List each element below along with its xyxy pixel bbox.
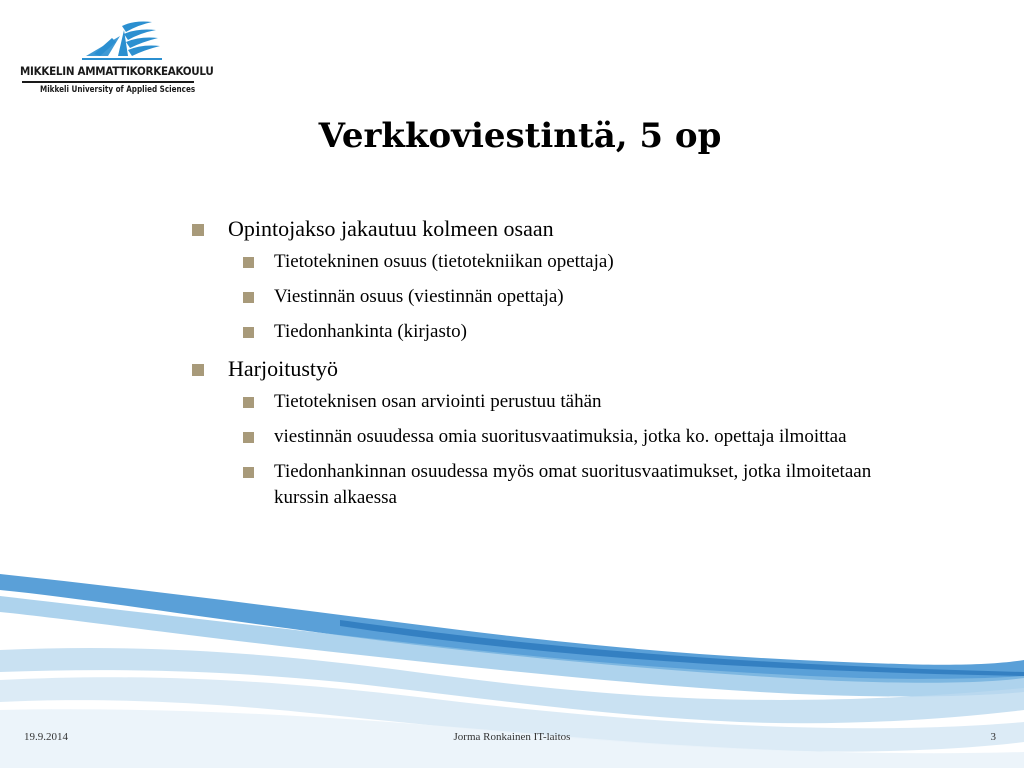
logo-divider — [22, 81, 194, 83]
bullet-text: Tietoteknisen osan arviointi perustuu tähän — [274, 391, 602, 412]
bullet-level2 — [188, 459, 908, 511]
square-bullet-icon — [192, 224, 204, 236]
bullet-text: Tiedonhankinnan osuudessa myös omat suoritusvaatimukset, jotka ilmoitetaan kurssin alkaessa — [274, 461, 872, 508]
bullet-text: Opintojakso jakautuu kolmeen osaan — [228, 216, 554, 241]
bullet-text: Viestinnän osuus (viestinnän opettaja) — [274, 286, 564, 307]
footer-page-number: 3 — [990, 731, 996, 743]
footer-date: 19.9.2014 — [24, 731, 68, 743]
bullet-level2 — [188, 424, 908, 450]
square-bullet-icon — [243, 327, 254, 338]
bullet-level2 — [188, 249, 908, 275]
bullet-text: viestinnän osuudessa omia suoritusvaatimuksia, jotka ko. opettaja ilmoittaa — [274, 426, 847, 447]
square-bullet-icon — [243, 257, 254, 268]
square-bullet-icon — [192, 364, 204, 376]
footer-author: Jorma Ronkainen IT-laitos — [453, 731, 571, 743]
bullet-text: Harjoitustyö — [228, 356, 338, 381]
slide-body — [188, 214, 908, 520]
institution-logo — [20, 16, 214, 98]
logo-subtitle: Mikkeli University of Applied Sciences — [40, 85, 196, 95]
bullet-level1 — [188, 214, 908, 244]
bullet-level2 — [188, 284, 908, 310]
bullet-text: Tietotekninen osuus (tietotekniikan opettaja) — [274, 251, 614, 272]
bullet-text: Tiedonhankinta (kirjasto) — [274, 321, 467, 342]
square-bullet-icon — [243, 292, 254, 303]
square-bullet-icon — [243, 397, 254, 408]
wave-book-logo-icon — [82, 16, 162, 60]
square-bullet-icon — [243, 432, 254, 443]
logo-name: MIKKELIN AMMATTIKORKEAKOULU — [20, 64, 214, 78]
bullet-level2 — [188, 389, 908, 415]
square-bullet-icon — [243, 467, 254, 478]
bullet-level1 — [188, 354, 908, 384]
slide-title: Verkkoviestintä, 5 op — [318, 116, 722, 156]
bullet-level2 — [188, 319, 908, 345]
